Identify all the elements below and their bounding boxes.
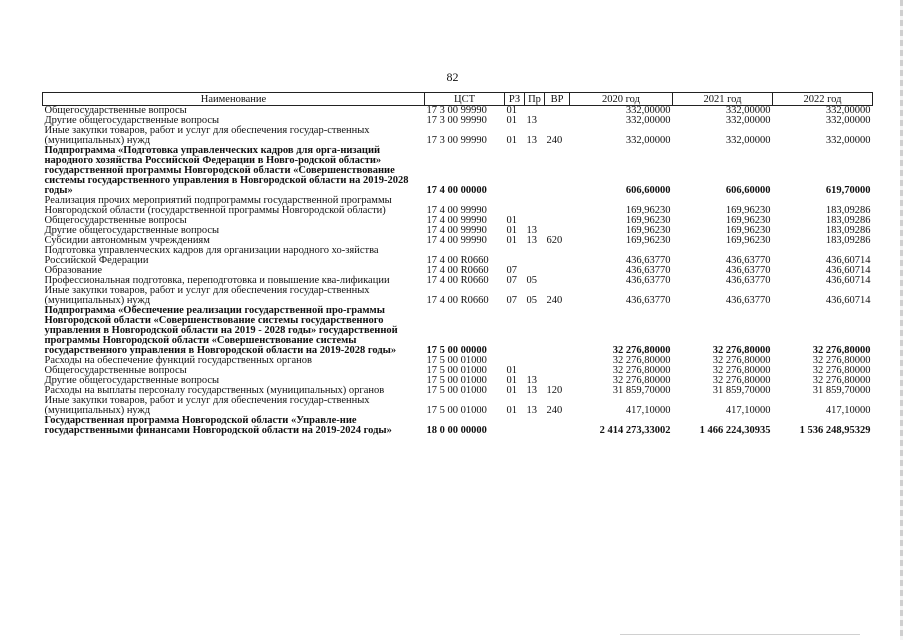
- row-2021: 169,96230: [725, 215, 771, 226]
- header-2020: 2020 год: [570, 93, 673, 106]
- row-2021: 31 859,70000: [712, 385, 771, 396]
- row-pr: 13: [526, 405, 537, 416]
- row-2020: 32 276,80000: [612, 375, 671, 386]
- table-row: [43, 196, 873, 216]
- row-rz: 01: [506, 385, 517, 396]
- header-rz: РЗ: [505, 93, 525, 106]
- row-2022: 332,00000: [825, 115, 871, 126]
- row-name: Расходы на обеспечение функций государственных органов: [44, 355, 312, 366]
- budget-table: [42, 92, 873, 436]
- row-2020: 417,10000: [625, 405, 671, 416]
- row-2021: 32 276,80000: [712, 345, 771, 356]
- row-2022: 32 276,80000: [812, 355, 871, 366]
- header-pr: Пр: [525, 93, 545, 106]
- row-2021: 32 276,80000: [712, 355, 771, 366]
- header-2021: 2021 год: [673, 93, 773, 106]
- row-2022: 31 859,70000: [812, 385, 871, 396]
- row-rz: 01: [506, 135, 517, 146]
- row-2020: 436,63770: [625, 295, 671, 306]
- row-2022: 436,60714: [825, 255, 871, 266]
- row-vr: [545, 356, 570, 366]
- row-2021: 332,00000: [725, 135, 771, 146]
- row-name: Иные закупки товаров, работ и услуг для обеспечения государ-ственных (муниципальных) нужд: [44, 395, 370, 416]
- row-vr: [545, 416, 570, 436]
- row-cst: 18 0 00 00000: [426, 425, 487, 436]
- table-header-row: [43, 93, 873, 106]
- row-2021: 169,96230: [725, 205, 771, 216]
- row-2021: 332,00000: [725, 105, 771, 116]
- row-2021: 169,96230: [725, 225, 771, 236]
- table-row: [43, 396, 873, 416]
- row-pr: [525, 306, 545, 356]
- row-pr: 13: [526, 135, 537, 146]
- row-name: Подпрограмма «Подготовка управленческих кадров для орга-низаций народного хозяйства Российской Федерации в Новго-родской области» государственной программы Новгородской области «Совершенствование системы государственного управления в Новгородской области на 2019-2028 годы»: [44, 145, 409, 196]
- row-2020: 169,96230: [625, 205, 671, 216]
- row-2021: 436,63770: [725, 265, 771, 276]
- row-2022: 32 276,80000: [812, 345, 871, 356]
- row-rz: 01: [506, 225, 517, 236]
- row-rz: 01: [506, 105, 517, 116]
- row-2020: 32 276,80000: [612, 355, 671, 366]
- row-vr: [545, 366, 570, 376]
- row-2022: 183,09286: [825, 235, 871, 246]
- row-2022: 436,60714: [825, 265, 871, 276]
- row-vr: 620: [546, 235, 563, 246]
- row-name: Общегосударственные вопросы: [44, 215, 187, 226]
- table-row: [43, 146, 873, 196]
- row-rz: 01: [506, 405, 517, 416]
- row-rz: 07: [506, 295, 517, 306]
- row-name: Иные закупки товаров, работ и услуг для обеспечения государ-ственных (муниципальных) нужд: [44, 125, 370, 146]
- row-2022: 32 276,80000: [812, 375, 871, 386]
- row-name: Подготовка управленческих кадров для организации народного хо-зяйства Российской Федерации: [44, 245, 379, 266]
- header-name: Наименование: [43, 93, 425, 106]
- row-2022: 183,09286: [825, 215, 871, 226]
- row-2022: 436,60714: [825, 275, 871, 286]
- row-pr: 13: [526, 225, 537, 236]
- scan-bottom-line: [620, 634, 860, 635]
- header-cst: ЦСТ: [425, 93, 505, 106]
- row-vr: [545, 266, 570, 276]
- row-vr: [545, 116, 570, 126]
- row-pr: 13: [526, 115, 537, 126]
- row-name: Субсидии автономным учреждениям: [44, 235, 210, 246]
- row-cst: 17 5 00 01000: [426, 385, 487, 396]
- row-cst: 17 5 00 01000: [426, 355, 487, 366]
- row-rz: 01: [506, 235, 517, 246]
- row-rz: [505, 306, 525, 356]
- table-row: [43, 246, 873, 266]
- row-cst: 17 4 00 R0660: [426, 295, 489, 306]
- row-pr: [525, 246, 545, 266]
- row-rz: 01: [506, 115, 517, 126]
- row-pr: 13: [526, 385, 537, 396]
- row-vr: [545, 106, 570, 117]
- row-2021: 436,63770: [725, 295, 771, 306]
- scan-edge: [900, 0, 903, 640]
- row-2022: 1 536 248,95329: [799, 425, 871, 436]
- header-2022: 2022 год: [773, 93, 873, 106]
- row-pr: 05: [526, 275, 537, 286]
- row-cst: 17 4 00 R0660: [426, 255, 489, 266]
- row-rz: [505, 146, 525, 196]
- row-2020: 332,00000: [625, 135, 671, 146]
- row-name: Другие общегосударственные вопросы: [44, 225, 220, 236]
- row-2022: 183,09286: [825, 205, 871, 216]
- row-vr: 240: [546, 295, 563, 306]
- row-cst: 17 4 00 99990: [426, 225, 487, 236]
- row-name: Профессиональная подготовка, переподготовка и повышение ква-лификации: [44, 275, 390, 286]
- row-cst: 17 4 00 R0660: [426, 275, 489, 286]
- row-rz: 01: [506, 215, 517, 226]
- header-vr: ВР: [545, 93, 570, 106]
- row-cst: 17 5 00 01000: [426, 365, 487, 376]
- row-2020: 32 276,80000: [612, 365, 671, 376]
- row-rz: 01: [506, 375, 517, 386]
- row-name: Другие общегосударственные вопросы: [44, 375, 220, 386]
- row-2021: 1 466 224,30935: [699, 425, 771, 436]
- page-number: 82: [446, 70, 459, 84]
- row-name: Иные закупки товаров, работ и услуг для обеспечения государ-ственных (муниципальных) нужд: [44, 285, 370, 306]
- row-2020: 436,63770: [625, 265, 671, 276]
- row-pr: [525, 146, 545, 196]
- row-2021: 606,60000: [725, 185, 771, 196]
- row-vr: 240: [546, 135, 563, 146]
- row-cst: 17 5 00 01000: [426, 405, 487, 416]
- row-name: Общегосударственные вопросы: [44, 105, 187, 116]
- row-2022: 183,09286: [825, 225, 871, 236]
- row-2020: 606,60000: [625, 185, 671, 196]
- row-pr: 13: [526, 375, 537, 386]
- row-vr: 240: [546, 405, 563, 416]
- row-2020: 32 276,80000: [612, 345, 671, 356]
- row-pr: 13: [526, 235, 537, 246]
- row-cst: 17 3 00 99990: [426, 135, 487, 146]
- row-vr: [545, 246, 570, 266]
- row-cst: 17 4 00 00000: [426, 185, 487, 196]
- row-pr: 05: [526, 295, 537, 306]
- table-row: [43, 306, 873, 356]
- row-rz: [505, 416, 525, 436]
- row-pr: [525, 416, 545, 436]
- row-name: Образование: [44, 265, 103, 276]
- row-2021: 417,10000: [725, 405, 771, 416]
- row-name: Государственная программа Новгородской области «Управле-ние государственными финансами Новгородской области на 2019-2024 годы»: [44, 415, 392, 436]
- row-vr: [545, 216, 570, 226]
- row-2021: 436,63770: [725, 275, 771, 286]
- row-rz: [505, 246, 525, 266]
- row-2020: 436,63770: [625, 275, 671, 286]
- row-vr: [545, 196, 570, 216]
- row-rz: 07: [506, 275, 517, 286]
- row-cst: 17 5 00 00000: [426, 345, 487, 356]
- row-name: Подпрограмма «Обеспечение реализации государственной про-граммы Новгородской области «Совершенствование системы государственного управления в Новгородской области на 2019 - 2028 годы» государственной программы Новгородской области «Совершенствование системы государственного управления в Новгородской области на 2019-2028 годы»: [44, 305, 398, 356]
- row-rz: [505, 196, 525, 216]
- row-cst: 17 3 00 99990: [426, 105, 487, 116]
- row-pr: [525, 196, 545, 216]
- row-name: Другие общегосударственные вопросы: [44, 115, 220, 126]
- row-2020: 169,96230: [625, 215, 671, 226]
- row-vr: [545, 146, 570, 196]
- row-2020: 169,96230: [625, 225, 671, 236]
- row-cst: 17 5 00 01000: [426, 375, 487, 386]
- row-cst: 17 4 00 99990: [426, 235, 487, 246]
- row-vr: [545, 276, 570, 286]
- row-rz: 07: [506, 265, 517, 276]
- row-vr: [545, 306, 570, 356]
- row-vr: 120: [546, 385, 563, 396]
- row-2021: 32 276,80000: [712, 365, 771, 376]
- row-cst: 17 4 00 99990: [426, 215, 487, 226]
- row-2021: 436,63770: [725, 255, 771, 266]
- row-2020: 169,96230: [625, 235, 671, 246]
- table-row: [43, 286, 873, 306]
- row-2020: 332,00000: [625, 115, 671, 126]
- row-cst: 17 3 00 99990: [426, 115, 487, 126]
- row-2021: 32 276,80000: [712, 375, 771, 386]
- row-2020: 332,00000: [625, 105, 671, 116]
- row-2022: 417,10000: [825, 405, 871, 416]
- row-name: Общегосударственные вопросы: [44, 365, 187, 376]
- row-2021: 332,00000: [725, 115, 771, 126]
- row-pr: [525, 356, 545, 366]
- row-2020: 31 859,70000: [612, 385, 671, 396]
- row-2022: 619,70000: [825, 185, 871, 196]
- row-2022: 436,60714: [825, 295, 871, 306]
- row-name: Расходы на выплаты персоналу государственных (муниципальных) органов: [44, 385, 385, 396]
- table-row: [43, 126, 873, 146]
- row-rz: 01: [506, 365, 517, 376]
- row-2020: 2 414 273,33002: [599, 425, 671, 436]
- row-2021: 169,96230: [725, 235, 771, 246]
- row-2022: 332,00000: [825, 135, 871, 146]
- row-cst: 17 4 00 R0660: [426, 265, 489, 276]
- row-2020: 436,63770: [625, 255, 671, 266]
- row-2022: 332,00000: [825, 105, 871, 116]
- table-row: [43, 416, 873, 436]
- row-name: Реализация прочих мероприятий подпрограммы государственной программы Новгородской области (государственной программы Новгородской области): [44, 195, 392, 216]
- row-cst: 17 4 00 99990: [426, 205, 487, 216]
- row-2022: 32 276,80000: [812, 365, 871, 376]
